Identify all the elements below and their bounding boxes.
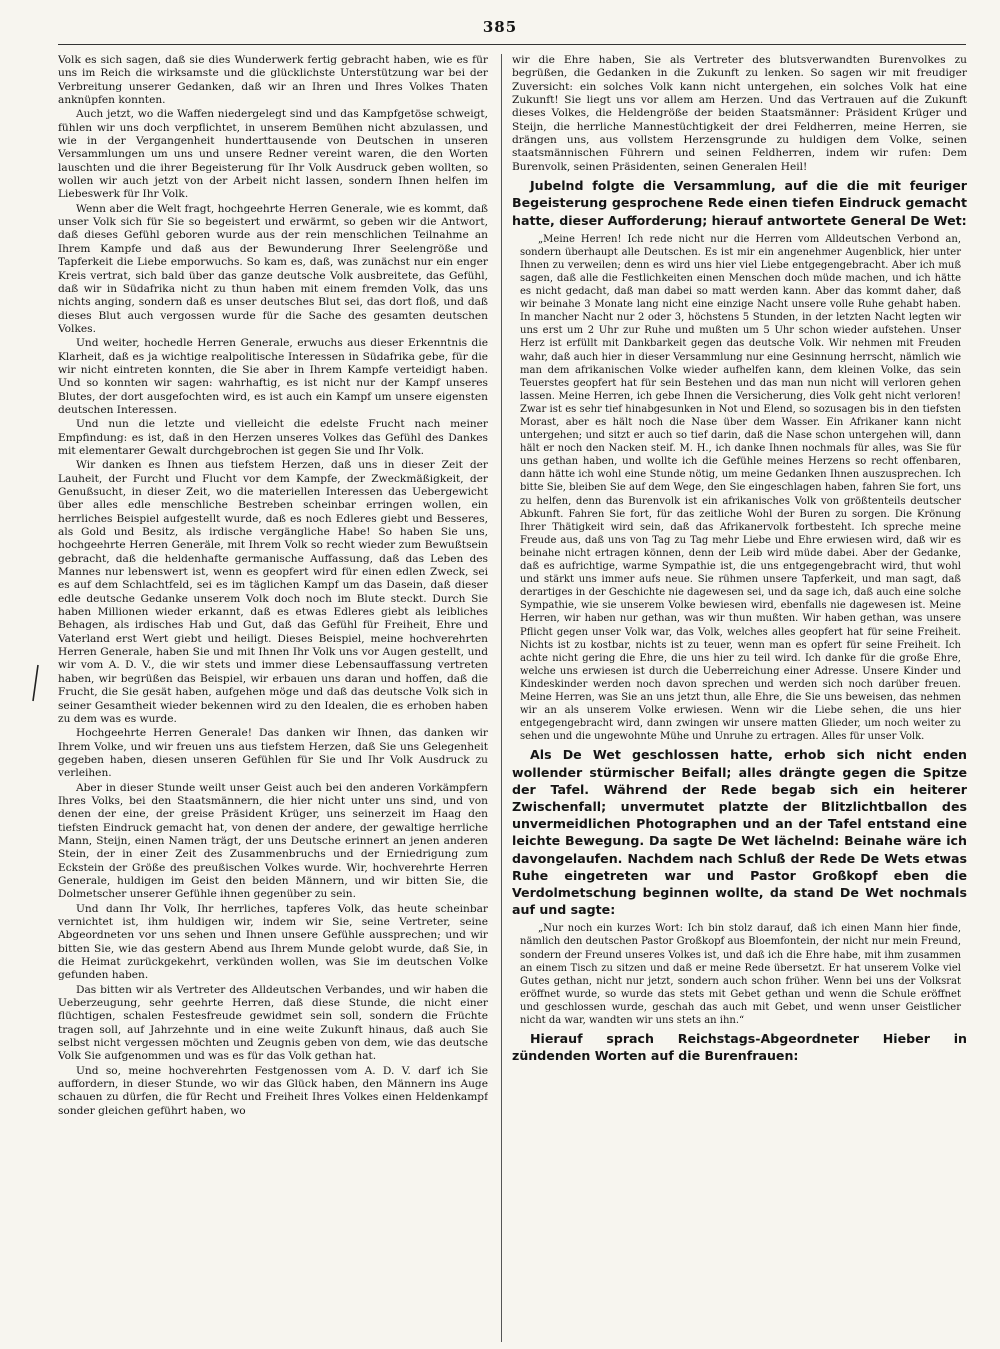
de-wet-short-speech	[512, 922, 967, 1027]
left-paragraph: Wir danken es Ihnen aus tiefstem Herzen, daß uns in dieser Zeit der Lauheit, der Furcht und Flucht vor dem Kampfe, der Zweckmäßigkeit, der Genußsucht, in dieser Zeit, wo die materiellen Interessen das Uebergewicht über alles edle menschliche Bestreben scheinbar erringen wollen, ein herrliches Beispiel aufgestellt wurde, daß es noch Edleres giebt und Besseres, als Gold und Besitz, als irdische vergängliche Habe! So haben Sie uns, hochgeehrte Herren Generäle, mit Ihrem Volk so recht wieder zum Bewußtsein gebracht, daß die heldenhafte germanische Auffassung, daß das Leben des Mannes nur lebenswert ist, wenn es geopfert wird für einen edlen Zweck, sei es auf dem Schlachtfeld, sei es im täglichen Kampf um das Dasein, daß dieser edle deutsche Gedanke unserem Volk doch noch im Blute steckt. Durch Sie haben Millionen wieder erkannt, daß es etwas Edleres giebt als leibliches Behagen, als irdisches Hab und Gut, daß das Gefühl für Freiheit, Ehre und Vaterland erst Wert giebt und heiligt. Dieses Beispiel, meine hochverehrten Herren Generale, haben Sie und mit Ihnen Ihr Volk uns vor Augen gestellt, und wir vom A. D. V., die wir stets und immer diese Lebensauffassung vertreten haben, wir begrüßen das Beispiel, wir erbauen uns daran und hoffen, daß die Frucht, die Sie gesät haben, aufgehen möge und daß das deutsche Volk sich in seiner Gesamtheit wieder bekennen wird zu den Idealen, die es erhoben haben zu dem was es wurde.	[58, 459, 488, 725]
left-paragraph: Und dann Ihr Volk, Ihr herrliches, tapferes Volk, das heute scheinbar vernichtet ist, ihm huldigen wir, indem wir Sie, seine Vertreter, seine Abgeordneten vor uns sehen und Ihnen unsere Gefühle aussprechen; und wir bitten Sie, wie das gestern Abend aus Ihrem Munde gelobt wurde, daß Sie, in die Heimat zurückgekehrt, verkünden wollen, was Sie im deutschen Volke gefunden haben.	[58, 902, 488, 982]
report-paragraph: Als De Wet geschlossen hatte, erhob sich nicht enden wollender stürmischer Beifall; alles drängte gegen die Spitze der Tafel. Während der Rede begab sich ein heiterer Zwischenfall; unvermutet platzte der Blitzlichtballon des unvermeidlichen Photographen und an der Tafel entstand eine leichte Bewegung. Da sagte De Wet lächelnd: Beinahe wäre ich davongelaufen. Nachdem nach Schluß der Rede De Wets etwas Ruhe eingetreten war und Pastor Großkopf eben die Verdolmetschung beginnen wollte, da stand De Wet nochmals auf und sagte:	[512, 747, 967, 918]
left-paragraph: Das bitten wir als Vertreter des Alldeutschen Verbandes, und wir haben die Ueberzeugung, sehr geehrte Herren, daß diese Stunde, die nicht einer flüchtigen, schalen Festesfreude gewidmet sein soll, sondern die Früchte tragen soll, auf Jahrzehnte und in eine weite Zukunft hinaus, daß auch Sie selbst nicht vergessen möchten und Zeugnis geben von dem, wie das deutsche Volk Sie aufgenommen und was es für das Volk gethan hat.	[58, 983, 488, 1063]
right-column	[512, 54, 967, 1344]
left-column	[58, 54, 488, 1344]
left-paragraph: Auch jetzt, wo die Waffen niedergelegt sind und das Kampfgetöse schweigt, fühlen wir uns doch verpflichtet, in unserem Bemühen nicht abzulassen, und wie in der Vergangenheit hunderttausende von Deutschen in unseren Versammlungen um uns und unsere Redner vereint waren, die den Worten lauschten und die ihrer Begeisterung für Ihr Volk Ausdruck geben wollten, so wollen wir auch jetzt von der Arbeit nicht lassen, sondern Ihnen helfen im Liebeswerk für Ihr Volk.	[58, 108, 488, 201]
de-wet-speech	[512, 233, 967, 744]
report-paragraph: Hierauf sprach Reichstags-Abgeordneter Hieber in zündenden Worten auf die Burenfrauen:	[512, 1031, 967, 1064]
speech-paragraph: „Meine Herren! Ich rede nicht nur die Herren vom Alldeutschen Verbond an, sondern überhaupt alle Deutschen. Es ist mir ein angenehmer Augenblick, hier unter Ihnen zu verweilen; denn es wird uns hier viel Liebe entgegengebracht. Aber ich muß sagen, daß alle die Festlichkeiten einen Menschen doch müde machen, und ich hätte es nicht gedacht, daß man dabei so matt werden kann. Aber das kommt daher, daß wir beinahe 3 Monate lang nicht eine einzige Nacht unsere volle Ruhe gehabt haben. In mancher Nacht nur 2 oder 3, höchstens 5 Stunden, in der letzten Nacht legten wir uns erst um 2 Uhr zur Ruhe und mußten um 5 Uhr schon wieder aufstehen. Unser Herz ist erfüllt mit Dankbarkeit gegen das deutsche Volk. Wir nehmen mit Freuden wahr, daß auch hier in dieser Versammlung nur eine Gesinnung herrscht, nämlich wie man dem afrikanischen Volke wieder aufhelfen kann, dem kleinen Volke, das sein Teuerstes geopfert hat für sein Bestehen und das man nun nicht will verloren gehen lassen. Meine Herren, ich gebe Ihnen die Versicherung, dies Volk geht nicht verloren! Zwar ist es sehr tief hinabgesunken in Not und Elend, so sozusagen bis in den tiefsten Morast, aber es hält noch die Nase über dem Wasser. Ein Afrikaner kann nicht untergehen; und sitzt er auch so tief darin, daß die Nase schon untergehen will, dann hält er noch den Nacken steif. M. H., ich danke Ihnen nochmals für alles, was Sie für uns gethan haben, und wollte ich die Gefühle meines Herzens so recht offenbaren, dann hätte ich wohl eine Stunde nötig, um meine Gedanken Ihnen auszusprechen. Ich bitte Sie, bleiben Sie auf dem Wege, den Sie eingeschlagen haben, fahren Sie fort, uns zu helfen, denn das Burenvolk ist ein afrikanisches Volk von größtenteils deutscher Abkunft. Fahren Sie fort, für das zeitliche Wohl der Buren zu sorgen. Die Krönung Ihrer Thätigkeit wird sein, daß das Afrikanervolk fortbesteht. Ich spreche meine Freude aus, daß uns von Tag zu Tag mehr Liebe und Ehre erwiesen wird, daß wir es beinahe nicht ertragen können, denn der Leib wird müde dabei. Aber der Gedanke, daß es aufrichtige, warme Sympathie ist, die uns entgegengebracht wird, thut wohl und stärkt uns immer aufs neue. Sie rühmen unsere Tapferkeit, und man sagt, daß derartiges in der Geschichte nie dagewesen sei, und da sage ich, daß auch eine solche Sympathie, wie sie unserem Volke bewiesen wird, ebenfalls nie dagewesen ist. Meine Herren, wir haben nur gethan, was wir thun mußten. Wir haben gethan, was unsere Pflicht gegen unser Volk war, das Volk, welches alles geopfert hat für seine Freiheit. Nichts ist zu kostbar, nichts ist zu teuer, wenn man es opfert für seine Freiheit. Ich achte nicht gering die Ehre, die uns hier zu teil wird. Ich danke für die große Ehre, welche uns erwiesen ist durch die Ueberreichung einer Adresse. Unsere Kinder und Kindeskinder werden noch davon sprechen und werden sich noch darüber freuen. Meine Herren, was Sie an uns jetzt thun, alle Ehre, die Sie uns beweisen, das nehmen wir an als unserem Volke erwiesen. Wenn wir die Liebe sehen, die uns hier entgegengebracht wird, dann zwingen wir unsere matten Glieder, um noch weiter zu sehen und die ungewohnte Mühe und Unruhe zu ertragen. Alles für unser Volk.	[520, 233, 961, 743]
column-divider	[501, 54, 502, 1342]
left-paragraph: Und so, meine hochverehrten Festgenossen vom A. D. V. darf ich Sie auffordern, in dieser Stunde, wo wir das Glück haben, den Männern ins Auge schauen zu dürfen, die für Recht und Freiheit Ihres Volkes einen Heldenkampf sonder gleichen geführt haben, wo	[58, 1064, 488, 1117]
page-number: 385	[482, 18, 518, 36]
left-paragraph: Wenn aber die Welt fragt, hochgeehrte Herren Generale, wie es kommt, daß unser Volk sich für Sie so begeistert und erwärmt, so geben wir die Antwort, daß dieses Gefühl geboren wurde aus der rein menschlichen Teilnahme an Ihrem Kampfe und daß aus der Bewunderung Ihrer Seelengröße und Tapferkeit die Liebe emporwuchs. So kam es, daß, was zunächst nur ein enger Kreis vertrat, sich bald über das ganze deutsche Volk ausbreitete, das Gefühl, daß wir in Südafrika nicht zu thun haben mit einem fremden Volk, das uns nichts anging, sondern daß es unser deutsches Blut sei, das dort floß, und daß dieses Blut auch vergossen wurde für die Sache des gesamten deutschen Volkes.	[58, 202, 488, 335]
report-paragraph: Jubelnd folgte die Versammlung, auf die die mit feuriger Begeisterung gesprochene Rede einen tiefen Eindruck gemacht hatte, dieser Aufforderung; hierauf antwortete General De Wet:	[512, 178, 967, 228]
margin-pencil-mark	[30, 663, 40, 703]
left-paragraph: Und weiter, hochedle Herren Generale, erwuchs aus dieser Erkenntnis die Klarheit, daß es ja wichtige realpolitische Interessen in Südafrika gebe, für die wir nicht eintreten konnten, die Sie aber in Ihrem Kampfe verteidigt haben. Und so konnten wir sagen: wahrhaftig, es ist nicht nur der Kampf unseres Blutes, der dort ausgefochten wird, es ist auch ein Kampf um unsere eigensten deutschen Interessen.	[58, 337, 488, 416]
left-paragraph: Und nun die letzte und vielleicht die edelste Frucht nach meiner Empfindung: es ist, daß in den Herzen unseres Volkes das Gefühl des Dankes mit elementarer Gewalt durchgebrochen ist gegen Sie und Ihr Volk.	[58, 418, 488, 457]
right-paragraph: wir die Ehre haben, Sie als Vertreter des blutsverwandten Burenvolkes zu begrüßen, die Gedanken in die Zukunft zu lenken. So sagen wir mit freudiger Zuversicht: ein solches Volk kann nicht untergehen, ein solches Volk hat eine Zukunft! Sie liegt uns vor allem am Herzen. Und das Vertrauen auf die Zukunft dieses Volkes, die Heldengröße der beiden Staatsmänner: Präsident Krüger und Steijn, die herrliche Mannestüchtigkeit der drei Feldherren, meine Herren, sie drängen uns, aus vollstem Herzensgrunde zu huldigen dem Volke, seinen staatsmännischen Führern und seinen Feldherren, indem wir rufen: Dem Burenvolk, seinen Präsidenten, seinen Generalen Heil!	[512, 54, 967, 173]
left-paragraph: Volk es sich sagen, daß sie dies Wunderwerk fertig gebracht haben, wie es für uns im Reich die wirksamste und die glücklichste Unterstützung war bei der Verbreitung unserer Gedanken, daß wir an Ihren und Ihres Volkes Thaten anknüpfen konnten.	[58, 54, 488, 107]
header-rule	[58, 44, 966, 45]
left-paragraph: Aber in dieser Stunde weilt unser Geist auch bei den anderen Vorkämpfern Ihres Volks, bei den Staatsmännern, die hier nicht unter uns sind, und von denen der eine, der greise Präsident Krüger, uns seinerzeit im Haag den tiefsten Eindruck gemacht hat, von denen der andere, der gewaltige herrliche Mann, Steijn, einen Namen trägt, der uns Deutsche erinnert an jenen anderen Stein, der in einer Zeit des Zusammenbruchs und der Erniedrigung zum Eckstein der Größe des preußischen Volkes wurde. Wir, hochverehrte Herren Generale, huldigen im Geist den beiden Männern, und wir bitten Sie, die Dolmetscher unserer Gefühle ihnen gegenüber zu sein.	[58, 781, 488, 901]
left-paragraph: Hochgeehrte Herren Generale! Das danken wir Ihnen, das danken wir Ihrem Volke, und wir freuen uns aus tiefstem Herzen, daß Sie uns Gelegenheit gegeben haben, diesen unseren Gefühlen für Sie und Ihr Volk Ausdruck zu verleihen.	[58, 727, 488, 780]
speech-paragraph: „Nur noch ein kurzes Wort: Ich bin stolz darauf, daß ich einen Mann hier finde, nämlich den deutschen Pastor Großkopf aus Bloemfontein, der nicht nur mein Freund, sondern der Freund unseres Volkes ist, und daß ich die Ehre habe, mit ihm zusammen an einem Tisch zu sitzen und daß er meine Rede übersetzt. Er hat unserem Volke viel Gutes gethan, nicht nur jetzt, sondern auch schon früher. Wenn bei uns der Volksrat eröffnet wurde, so wurde das stets mit Gebet gethan und wenn die Schule eröffnet und geschlossen wurde, geschah das auch mit Gebet, und wenn unser Geistlicher nicht da war, wandten wir uns stets an ihn.“	[520, 923, 961, 1027]
